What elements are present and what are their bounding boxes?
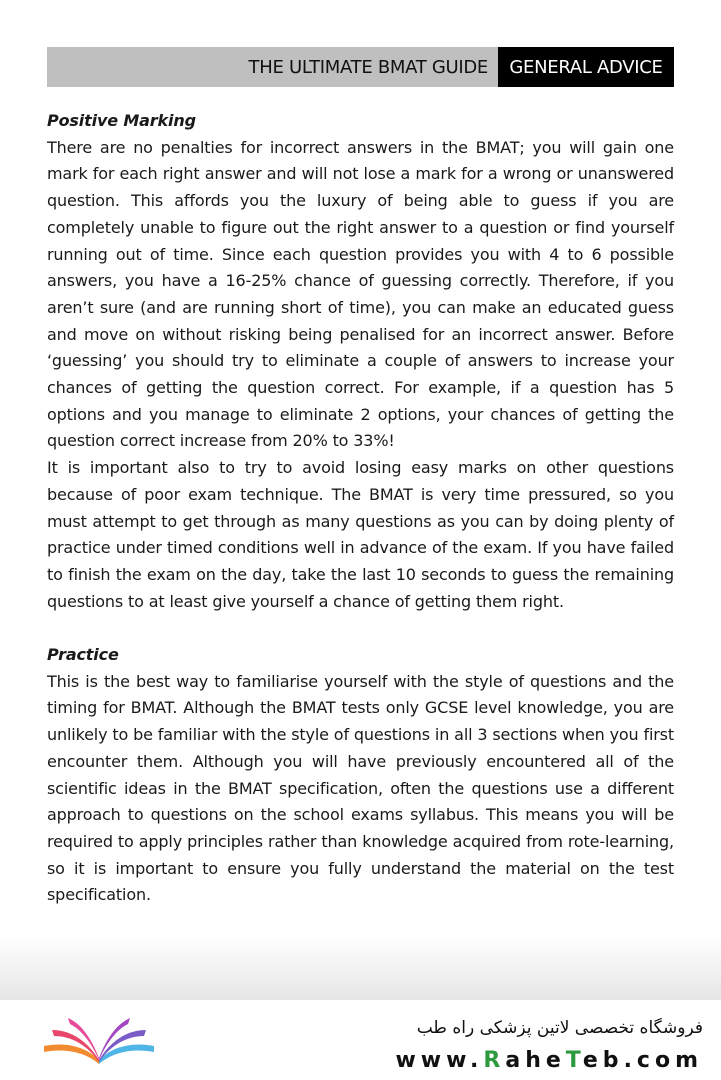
paragraph: This is the best way to familiarise yourself with the style of questions and the timing for BMAT. Although the BMAT tests only GCSE level knowledge, you are unlikely to be familiar with the style of questions in all 3 sections when you first encounter them. Although you will have previously encountered all of the scientific ideas in the BMAT specification, often the questions use a different approach to questions on the school exams syllabus. This means you will be required to apply principles rather than knowledge acquired from rote-learning, so it is important to ensure you fully understand the material on the test specification. [47, 671, 674, 905]
site-url: www.RaheTeb.com [395, 1048, 703, 1073]
shop-name: فروشگاه تخصصی لاتین پزشکی راه طب [416, 1018, 703, 1038]
page-body [47, 108, 674, 909]
section-heading-practice: Practice [47, 645, 119, 665]
paragraph: It is important also to try to avoid losing easy marks on other questions because of poor exam technique. The BMAT is very time pressured, so you must attempt to get through as many questions as you can by doing plenty of practice under timed conditions well in advance of the exam. If you have failed to finish the exam on the day, take the last 10 seconds to guess the remaining questions to at least give yourself a chance of getting them right. [47, 458, 674, 611]
footer-shadow [0, 935, 721, 1000]
paragraph: There are no penalties for incorrect answers in the BMAT; you will gain one mark for each right answer and will not lose a mark for a wrong or unanswered question. This affords you the luxury of being able to guess if you are completely unable to figure out the right answer to a question or find yourself running out of time. Since each question provides you with 4 to 6 possible answers, you have a 16-25% chance of guessing correctly. Therefore, if you aren’t sure (and are running short of time), you can make an educated guess and move on without risking being penalised for an incorrect answer. Before ‘guessing’ you should try to eliminate a couple of answers to increase your chances of getting the question correct. For example, if a question has 5 options and you manage to eliminate 2 options, your chances of getting the question correct increase from 20% to 33%! [47, 137, 674, 451]
footer-banner [0, 1000, 721, 1080]
page-header [47, 47, 674, 87]
chapter-title: GENERAL ADVICE [498, 47, 674, 87]
book-title: THE ULTIMATE BMAT GUIDE [47, 47, 498, 87]
book-logo-icon [40, 1016, 158, 1066]
section-heading-positive-marking: Positive Marking [47, 111, 196, 130]
